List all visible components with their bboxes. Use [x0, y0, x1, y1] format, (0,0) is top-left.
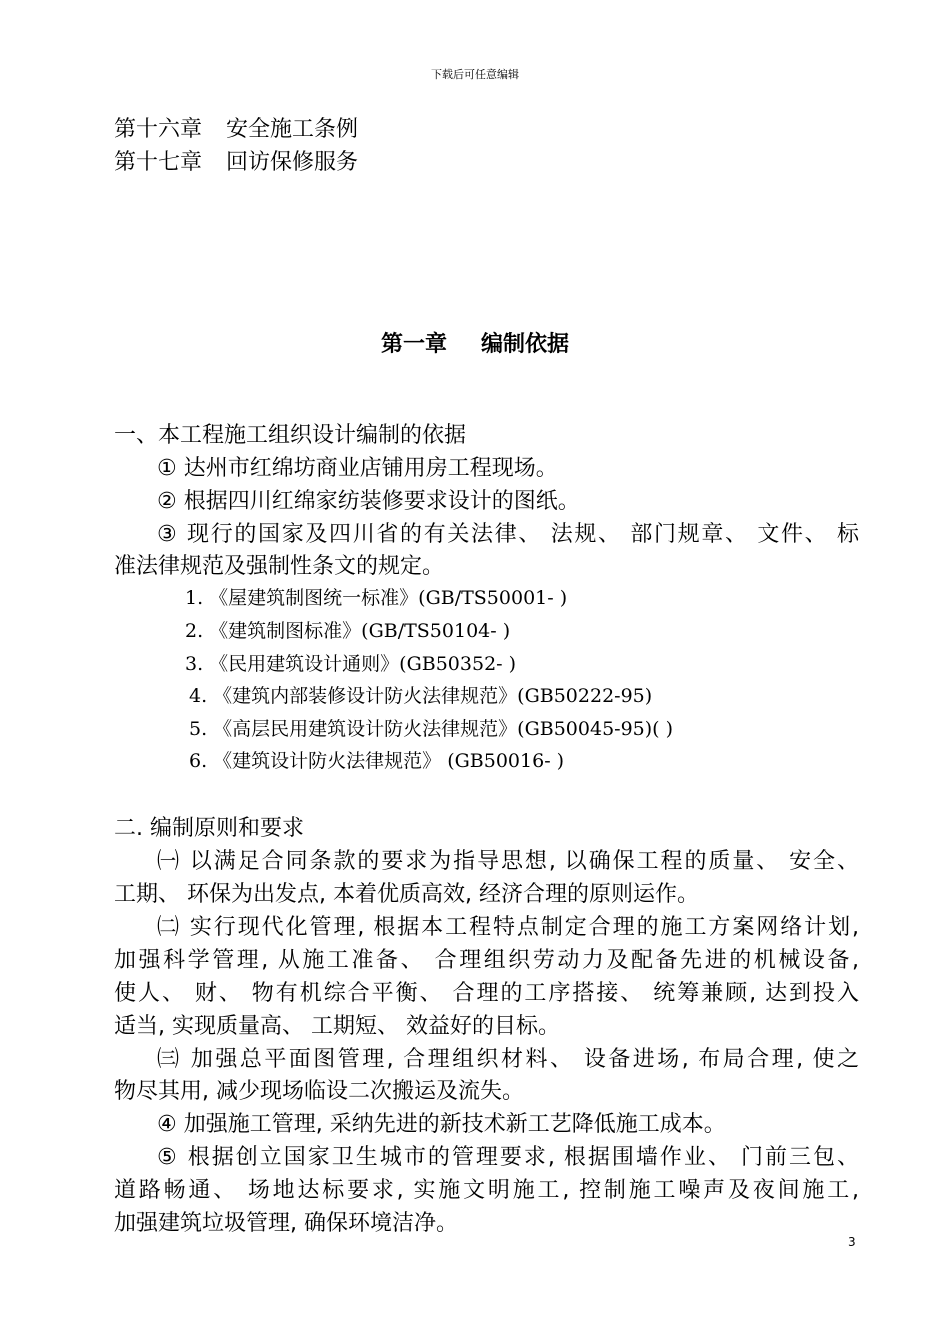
basis-item-continued: 准法律规范及强制性条文的规定。: [114, 554, 445, 579]
principle-line: 工期、 环保为出发点, 本着优质高效, 经济合理的原则运作。: [114, 882, 699, 907]
page-number: 3: [848, 1235, 856, 1249]
reference-item: 6. 《建筑设计防火法律规范》 (GB50016- ): [189, 750, 565, 772]
principle-line: 适当, 实现质量高、 工期短、 效益好的目标。: [114, 1014, 560, 1039]
toc-chapter-number: 第十七章: [114, 150, 203, 175]
toc-chapter-title: 回访保修服务: [226, 150, 359, 175]
principle-line: 使人、 财、 物有机综合平衡、 合理的工序搭接、 统筹兼顾, 达到投入: [114, 981, 859, 1006]
principle-line: 道路畅通、 场地达标要求, 实施文明施工, 控制施工噪声及夜间施工,: [114, 1178, 859, 1203]
basis-item: ① 达州市红绵坊商业店铺用房工程现场。: [157, 456, 558, 481]
chapter-number: 第一章: [380, 332, 447, 357]
chapter-name: 编制依据: [481, 332, 570, 357]
basis-item: ③ 现行的国家及四川省的有关法律、 法规、 部门规章、 文件、 标: [157, 522, 859, 547]
principle-line: ㈠ 以满足合同条款的要求为指导思想, 以确保工程的质量、 安全、: [157, 849, 859, 874]
basis-item: ② 根据四川红绵家纺装修要求设计的图纸。: [157, 489, 580, 514]
reference-item: 1. 《屋建筑制图统一标准》(GB/TS50001- ): [185, 587, 568, 609]
principle-line: ④ 加强施工管理, 采纳先进的新技术新工艺降低施工成本。: [157, 1112, 726, 1137]
principle-line: 物尽其用, 减少现场临设二次搬运及流失。: [114, 1079, 524, 1104]
reference-item: 5. 《高层民用建筑设计防火法律规范》(GB50045-95)( ): [189, 718, 674, 740]
reference-item: 3. 《民用建筑设计通则》(GB50352- ): [185, 653, 517, 675]
reference-item: 2. 《建筑制图标准》(GB/TS50104- ): [185, 620, 511, 642]
toc-entry-16: [114, 112, 358, 143]
section-heading: 一、本工程施工组织设计编制的依据: [114, 423, 467, 448]
section-heading: 二. 编制原则和要求: [114, 816, 304, 841]
page-header: 下载后可任意编辑: [431, 68, 519, 81]
toc-chapter-title: 安全施工条例: [226, 117, 359, 142]
principle-line: 加强建筑垃圾管理, 确保环境洁净。: [114, 1211, 458, 1236]
principle-line: ⑤ 根据创立国家卫生城市的管理要求, 根据围墙作业、 门前三包、: [157, 1145, 859, 1170]
toc-chapter-number: 第十六章: [114, 117, 203, 142]
toc-entry-17: [114, 145, 358, 176]
principle-line: ㈢ 加强总平面图管理, 合理组织材料、 设备进场, 布局合理, 使之: [157, 1047, 859, 1072]
principle-line: ㈡ 实行现代化管理, 根据本工程特点制定合理的施工方案网络计划,: [157, 915, 859, 940]
chapter-title: [0, 327, 950, 358]
principle-line: 加强科学管理, 从施工准备、 合理组织劳动力及配备先进的机械设备,: [114, 948, 859, 973]
reference-item: 4. 《建筑内部装修设计防火法律规范》(GB50222-95): [189, 685, 653, 707]
